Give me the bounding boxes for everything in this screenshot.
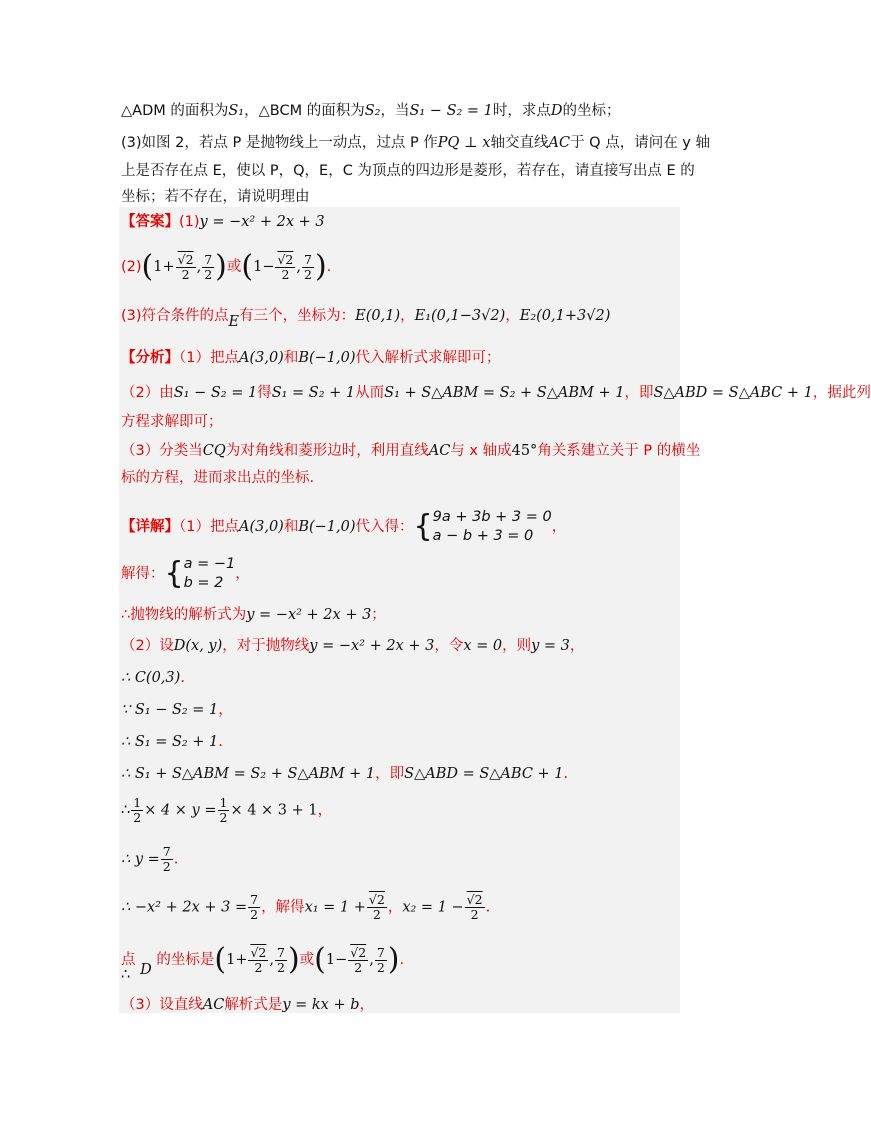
text: 的坐标；: [562, 103, 621, 119]
math-equation: S₁ − S₂ = 1: [409, 103, 493, 119]
math-point-a: A(3,0): [238, 350, 284, 366]
math-angle: 45°: [511, 443, 538, 459]
math-expression: S₁ + S△ABM = S₂ + S△ABM + 1: [384, 385, 625, 401]
math-cq: CQ: [202, 443, 226, 459]
question-line-4: 坐标；若不存在，请说明理由: [121, 189, 310, 205]
math-ac: AC: [428, 443, 451, 459]
text: 或: [226, 259, 242, 275]
detail-line-1: 【详解】（1）把点A(3,0)和B(−1,0)代入得：{ 9a + 3b + 3 = 0 a − b + 3 = 0 ，: [121, 509, 567, 544]
text: ，当: [380, 103, 410, 119]
math-e1-coord: E₁(0,1−3√2): [414, 308, 506, 324]
answer-coord-2: (1− $\frac{√2}{2}$ , $\frac{7}{2}$ ): [241, 249, 327, 284]
text: .: [326, 259, 332, 275]
analysis-line-2: （2）由S₁ − S₂ = 1得S₁ = S₂ + 1从而S₁ + S△ABM = S₂ + S△ABM + 1，即S△ABD = S△ABC + 1，据此列: [121, 385, 871, 401]
detail-line-7: ∴ S₁ = S₂ + 1.: [121, 734, 223, 750]
detail-line-9: ∴ $\frac{1}{2}$ × 4 × y = $\frac{1}{2}$ × 4 × 3 + 1，: [121, 795, 333, 825]
text: 时，求点: [492, 103, 551, 119]
text: 轴交直线: [490, 135, 549, 151]
detail-line-4: （2）设D(x, y)，对于抛物线y = −x² + 2x + 3，令x = 0，则y = 3，: [121, 638, 585, 654]
question-line-1: [121, 101, 621, 121]
math-point-b: B(−1,0): [298, 350, 356, 366]
question-line-2: [121, 133, 710, 153]
answer-line-1: [121, 212, 325, 232]
math-d: D: [550, 103, 563, 119]
math-expression: S₁ = S₂ + 1: [271, 385, 356, 401]
math-expression: S△ABD = S△ABC + 1: [653, 385, 813, 401]
detail-line-13: （3）设直线AC解析式是y = kx + b，: [121, 997, 374, 1013]
text: (2): [121, 259, 142, 275]
question-line-3: 上是否存在点 E，使以 P，Q，E，C 为顶点的四边形是菱形，若存在，请直接写出点 E 的: [121, 163, 695, 179]
detail-line-2: 解得：{ a = −1 b = 2 ，: [121, 556, 250, 591]
detail-line-3: ∴抛物线的解析式为y = −x² + 2x + 3；: [121, 607, 386, 623]
math-e: E: [228, 314, 240, 330]
answer-line-2: [121, 249, 332, 284]
detail-line-12: 点 D 的坐标是(1+ $\frac{√2}{2}$ , $\frac{7}{2}$ )或(1− $\frac{√2}{2}$ , $\frac{7}{2}$ ).: [121, 942, 405, 978]
analysis-label: 【分析】: [121, 350, 179, 366]
equation-system-2: a = −1 b = 2: [183, 556, 236, 591]
text: 有三个，坐标为：: [239, 308, 356, 324]
math-expression: S₁ − S₂ = 1: [173, 385, 258, 401]
math-e2-coord: E₂(0,1+3√2): [519, 308, 611, 324]
answer-line-3: (3)符合条件的点E有三个，坐标为：E(0,1)，E₁(0,1−3√2)，E₂(0,1+3√2): [121, 308, 611, 330]
text: (1): [179, 214, 200, 230]
text: △ADM 的面积为: [121, 103, 229, 119]
detail-line-8: ∴ S₁ + S△ABM = S₂ + S△ABM + 1，即S△ABD = S△ABC + 1.: [121, 766, 569, 782]
math-s2: S₂: [364, 103, 381, 119]
answer-label: 【答案】: [121, 214, 179, 230]
text: (3)符合条件的点: [121, 308, 229, 324]
analysis-line-1: 【分析】（1）把点A(3,0)和B(−1,0)代入解析式求解即可；: [121, 350, 501, 366]
detail-label: 【详解】: [121, 519, 179, 535]
text: (3)如图 2，若点 P 是抛物线上一动点，过点 P 作: [121, 135, 438, 151]
analysis-line-4: （3）分类当CQ为对角线和菱形边时，利用直线AC与 x 轴成45°角关系建立关于 P 的横坐: [121, 443, 701, 459]
equation-system-1: 9a + 3b + 3 = 0 a − b + 3 = 0: [432, 509, 552, 544]
analysis-line-3: 方程求解即可；: [121, 414, 223, 430]
math-pq: PQ ⊥ x: [437, 135, 491, 151]
math-s1: S₁: [228, 103, 245, 119]
detail-line-11: ∴ −x² + 2x + 3 = $\frac{7}{2}$ ，解得x₁ = 1 + $\frac{√2}{2}$ ，x₂ = 1 − $\frac{√2}{2}$ .: [121, 892, 491, 922]
math-expression: y = −x² + 2x + 3: [199, 214, 325, 230]
detail-line-5: ∴ C(0,3).: [121, 670, 185, 686]
math-e-coord: E(0,1): [355, 308, 401, 324]
answer-coord-1: (1+ $\frac{√2}{2}$ , $\frac{7}{2}$ ): [141, 249, 227, 284]
detail-line-12-therefore: ∴: [121, 967, 131, 983]
text: 于 Q 点，请问在 y 轴: [570, 135, 710, 151]
detail-line-6: ∵ S₁ − S₂ = 1，: [121, 702, 233, 718]
text: ，△BCM 的面积为: [244, 103, 365, 119]
detail-line-10: ∴ y = $\frac{7}{2}$ .: [121, 844, 179, 874]
math-ac: AC: [548, 135, 571, 151]
analysis-line-5: 标的方程，进而求出点的坐标.: [121, 470, 315, 486]
